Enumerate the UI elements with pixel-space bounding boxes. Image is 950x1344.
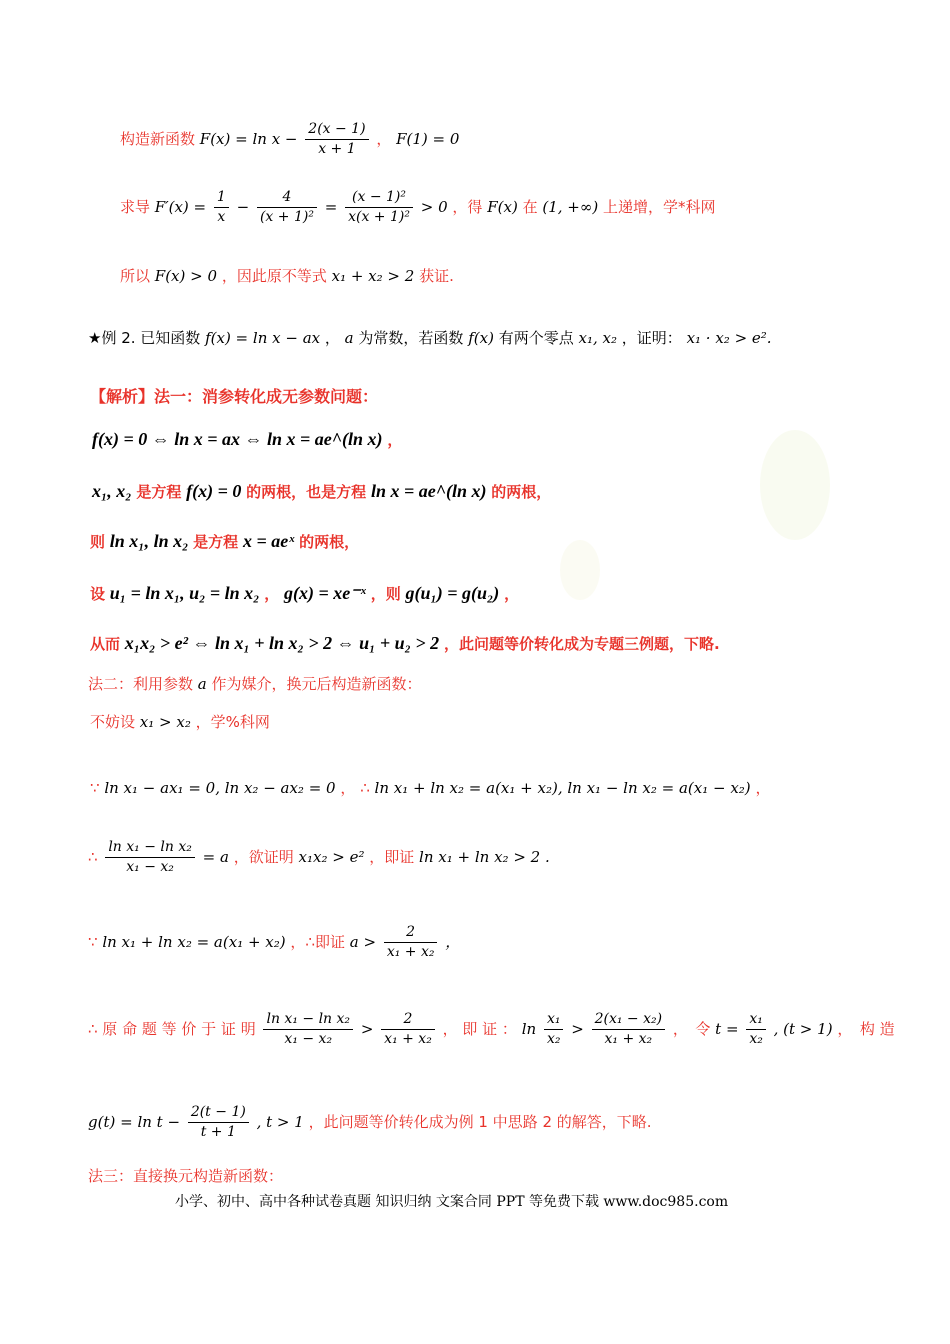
label-text: 的两根， <box>299 533 360 551</box>
math-expression: g(x) = xe⁻ˣ <box>284 583 366 603</box>
construct-function-line <box>120 122 459 158</box>
math-expression: ln x₁ + ln x₂ = a(x₁ + x₂), ln x₁ − ln x₂ = a(x₁ − x₂) <box>374 779 751 797</box>
math-expression: > 0 <box>420 197 448 216</box>
method-1-row-3 <box>90 532 359 552</box>
fraction-numerator: ln x₁ − ln x₂ <box>263 1012 353 1030</box>
separator: ， <box>340 779 356 797</box>
fraction <box>381 1012 435 1048</box>
fraction-numerator: 2(x₁ − x₂) <box>592 1012 665 1030</box>
label-text: 是方程 <box>193 533 239 551</box>
fraction-denominator: x₂ <box>749 1031 763 1048</box>
math-expression: f(x) = 0 ⇔ ln x = ax ⇔ ln x = ae^(ln x) <box>92 429 383 449</box>
label-text: 上递增，学*科网 <box>603 197 716 216</box>
math-expression: F(x) = ln x − <box>199 129 298 148</box>
math-expression: u₁ = ln x₁, u₂ = ln x₂ <box>109 583 260 603</box>
label-text: 不妨设 <box>90 713 136 731</box>
separator: ， <box>387 431 403 449</box>
fraction-denominator: x <box>217 209 226 226</box>
label-text: 的两根， <box>491 483 552 501</box>
method-1-row-1 <box>92 430 402 450</box>
watermark-blob <box>560 540 600 600</box>
label-text: 为常数，若函数 <box>358 329 464 347</box>
label-text: 在 <box>522 197 538 216</box>
fraction-numerator: x₁ <box>746 1012 766 1030</box>
because-symbol: ∵ <box>88 932 98 951</box>
math-expression: F′(x) = <box>154 197 207 216</box>
label-text: 所以 <box>120 267 151 285</box>
example-title: ★例 2. 已知函数 <box>88 329 201 347</box>
section-heading: 法二：利用参数 <box>88 675 194 693</box>
fraction-denominator: x₂ <box>546 1031 561 1048</box>
math-operator: > <box>360 1019 374 1038</box>
label-text: ， 构 造 <box>837 1019 895 1038</box>
conclusion-line <box>120 268 454 285</box>
label-text: 的两根，也是方程 <box>246 483 367 501</box>
label-text: ， 令 <box>672 1019 711 1038</box>
math-expression: x₁ + x₂ > 2 <box>331 267 415 285</box>
derivative-line <box>120 190 716 226</box>
method-1-heading <box>90 388 378 406</box>
math-expression: F(x) > 0 <box>154 267 218 285</box>
fraction <box>746 1012 766 1048</box>
math-expression: ln x₁, ln x₂ <box>109 531 189 551</box>
separator: ， <box>445 932 461 951</box>
fraction-denominator: x(x + 1)² <box>348 209 410 226</box>
fraction <box>384 925 438 961</box>
label-text: ，欲证明 <box>233 847 294 866</box>
footer-text: 小学、初中、高中各种试卷真题 知识归纳 文案合同 PPT 等免费下载 www.doc985.com <box>175 1194 729 1210</box>
label-text: 则 <box>90 533 106 551</box>
label-text: 构造新函数 <box>120 129 196 148</box>
separator: ， <box>264 585 280 603</box>
separator: ， <box>324 329 340 347</box>
label-text: ，此问题等价转化成为专题三例题，下略. <box>443 635 720 653</box>
fraction <box>214 190 229 226</box>
because-symbol: ∵ <box>90 779 100 797</box>
math-expression: a <box>197 675 207 693</box>
fraction <box>345 190 413 226</box>
fraction <box>544 1012 564 1048</box>
math-operator: > <box>571 1019 584 1038</box>
fraction <box>263 1012 353 1048</box>
separator: ， <box>755 779 771 797</box>
math-expression: a <box>344 329 354 347</box>
therefore-symbol: ∴ <box>88 847 98 866</box>
math-expression: g(u₁) = g(u₂) <box>405 583 500 603</box>
method-1-row-2 <box>92 482 551 502</box>
math-expression: x₁, x₂ <box>92 481 132 501</box>
example-2-statement <box>88 330 772 347</box>
method-3-heading <box>88 1168 283 1185</box>
math-expression: x₁ > x₂ <box>139 713 191 731</box>
fraction <box>305 122 368 158</box>
label-text: ，学%科网 <box>195 713 270 731</box>
fraction-denominator: x₁ − x₂ <box>126 859 174 876</box>
separator: ， <box>376 129 392 148</box>
therefore-symbol: ∴ <box>360 779 370 797</box>
fraction <box>105 840 195 876</box>
fraction-numerator: 2(t − 1) <box>188 1105 249 1123</box>
fraction-denominator: (x + 1)² <box>259 209 314 226</box>
label-text: 有两个零点 <box>498 329 574 347</box>
method-2-step-1 <box>90 714 270 731</box>
method-2-step-3 <box>88 840 550 876</box>
math-expression: f(x) = ln x − ax <box>205 329 321 347</box>
math-expression: ln x = ae^(ln x) <box>370 481 487 501</box>
math-expression: (1, +∞) <box>542 197 599 216</box>
label-text: 设 <box>90 585 106 603</box>
label-text: ∴ 原 命 题 等 价 于 证 明 <box>88 1019 256 1038</box>
label-text: ，因此原不等式 <box>221 267 327 285</box>
method-2-step-6 <box>88 1105 652 1141</box>
math-expression: F(1) = 0 <box>396 129 460 148</box>
math-expression: F(x) <box>487 197 518 216</box>
math-expression: , t > 1 <box>256 1112 304 1131</box>
fraction-numerator: 2 <box>381 1012 435 1030</box>
fraction-denominator: x₁ + x₂ <box>604 1031 653 1048</box>
fraction-numerator: 1 <box>214 190 229 208</box>
page-footer <box>175 1193 728 1210</box>
section-heading: 【解析】法一：消参转化成无参数问题： <box>90 387 379 406</box>
math-expression: g(t) = ln t − <box>88 1112 181 1131</box>
label-text: ，即证 <box>369 847 415 866</box>
fraction-denominator: t + 1 <box>200 1124 236 1141</box>
fraction-denominator: x₁ − x₂ <box>284 1031 333 1048</box>
method-2-step-5 <box>88 1012 895 1048</box>
math-expression: a > <box>349 932 377 951</box>
fraction <box>592 1012 665 1048</box>
fraction-denominator: x + 1 <box>318 141 356 158</box>
math-expression: = a <box>202 847 229 866</box>
math-expression: f(x) <box>468 329 494 347</box>
section-heading: 法三：直接换元构造新函数： <box>88 1167 284 1185</box>
math-expression: x₁ · x₂ > e². <box>686 329 772 347</box>
math-expression: t = <box>715 1019 739 1038</box>
math-expression: ln x₁ + ln x₂ > 2 <box>419 847 541 866</box>
fraction <box>188 1105 249 1141</box>
label-text: 是方程 <box>136 483 182 501</box>
section-heading: 作为媒介，换元后构造新函数： <box>211 675 422 693</box>
label-text: ， 即 证 ： <box>442 1019 517 1038</box>
label-text: ，∴即证 <box>290 932 345 951</box>
method-1-row-4 <box>90 584 519 604</box>
label-text: ，得 <box>452 197 483 216</box>
math-expression: x₁x₂ > e² ⇔ ln x₁ + ln x₂ > 2 ⇔ u₁ + u₂ > 2 <box>124 633 440 653</box>
label-text: 求导 <box>120 197 151 216</box>
label-text: ，证明： <box>621 329 682 347</box>
fraction-numerator: 2(x − 1) <box>305 122 368 140</box>
math-expression: x = aeˣ <box>242 531 295 551</box>
math-expression: x₁x₂ > e² <box>298 847 365 866</box>
label-text: ，则 <box>370 585 401 603</box>
math-expression: ln <box>521 1019 537 1038</box>
separator: . <box>544 847 550 866</box>
method-2-step-4 <box>88 925 460 961</box>
method-2-step-2 <box>90 780 770 797</box>
label-text: ，此问题等价转化成为例 1 中思路 2 的解答，下略. <box>308 1112 652 1131</box>
fraction-numerator: 4 <box>257 190 317 208</box>
fraction-denominator: x₁ + x₂ <box>386 944 435 961</box>
method-1-row-5 <box>90 634 720 654</box>
label-text: 获证. <box>419 267 454 285</box>
math-expression: , (t > 1) <box>773 1019 833 1038</box>
math-operator: − <box>236 197 250 216</box>
math-expression: f(x) = 0 <box>186 481 242 501</box>
fraction-numerator: 2 <box>384 925 438 943</box>
fraction-numerator: x₁ <box>544 1012 564 1030</box>
fraction <box>257 190 317 226</box>
fraction-numerator: (x − 1)² <box>345 190 413 208</box>
math-operator: = <box>324 197 338 216</box>
math-expression: ln x₁ − ax₁ = 0, ln x₂ − ax₂ = 0 <box>104 779 336 797</box>
fraction-numerator: ln x₁ − ln x₂ <box>105 840 195 858</box>
label-text: 从而 <box>90 635 121 653</box>
watermark-blob <box>760 430 830 540</box>
math-expression: x₁, x₂ <box>578 329 617 347</box>
math-expression: ln x₁ + ln x₂ = a(x₁ + x₂) <box>102 932 286 951</box>
method-2-heading <box>88 676 422 693</box>
separator: ， <box>504 585 520 603</box>
fraction-denominator: x₁ + x₂ <box>384 1031 432 1048</box>
